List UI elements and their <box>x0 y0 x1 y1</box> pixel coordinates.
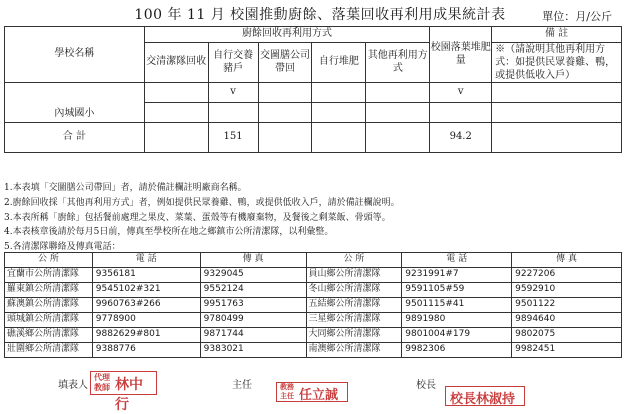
office-name: 冬山鄉公所清潔隊 <box>306 283 402 298</box>
fax-number: 9871744 <box>200 328 306 343</box>
note-line: 5.各清潔隊聯絡及傳真電話： <box>4 242 121 253</box>
total-cell <box>312 123 366 153</box>
data-cell: v <box>208 83 258 103</box>
leaf-compost-header: 校園落葉堆肥量 <box>430 27 492 83</box>
unit-label: 單位：月/公斤 <box>542 10 612 23</box>
table-row <box>5 328 622 343</box>
director-stamp-name: 任立誠 <box>299 388 339 403</box>
method-header: 自行交養豬戶 <box>208 43 258 83</box>
table-row <box>5 343 622 358</box>
remark-note: ※（請說明其他再利用方式：如提供民眾養雞、鴨，或提供低收入戶） <box>492 43 622 83</box>
office-name: 五結鄉公所清潔隊 <box>306 298 402 313</box>
method-header: 交清潔隊回收 <box>144 43 208 83</box>
fax-number: 9894640 <box>512 313 622 328</box>
phone-number: 9388776 <box>92 343 200 358</box>
table-row <box>5 83 622 103</box>
contacts-header-row <box>5 253 622 268</box>
office-name: 羅東鎮公所清潔隊 <box>5 283 93 298</box>
data-cell <box>258 83 312 103</box>
total-leaf-cell: 94.2 <box>430 123 492 153</box>
fax-number: 9592910 <box>512 283 622 298</box>
fax-number: 9227206 <box>512 268 622 283</box>
table-row <box>5 283 622 298</box>
office-name: 頭城鎮公所清潔隊 <box>5 313 93 328</box>
office-name: 壯圍鄉公所清潔隊 <box>5 343 93 358</box>
principal-stamp <box>445 386 525 406</box>
office-name: 南澳鄉公所清潔隊 <box>306 343 402 358</box>
director-stamp <box>276 382 348 402</box>
contacts-header: 電 話 <box>92 253 200 268</box>
contacts-header: 電 話 <box>402 253 512 268</box>
contacts-header: 傳 真 <box>512 253 622 268</box>
total-label: 合 計 <box>5 123 145 153</box>
fax-number: 9383021 <box>200 343 306 358</box>
notes-section <box>4 181 624 255</box>
fax-number: 9780499 <box>200 313 306 328</box>
office-name: 蘇澳鎮公所清潔隊 <box>5 298 93 313</box>
phone-number: 9591105#59 <box>402 283 512 298</box>
phone-number: 9778900 <box>92 313 200 328</box>
table-row <box>5 313 622 328</box>
school-name-cell: 內城國小 <box>5 83 145 123</box>
leaf-cell: v <box>430 83 492 103</box>
filler-stamp-name: 林中行 <box>115 377 143 413</box>
phone-number: 9982306 <box>402 343 512 358</box>
fax-number: 9552124 <box>200 283 306 298</box>
fax-number: 9329045 <box>200 268 306 283</box>
contacts-header: 公 所 <box>306 253 402 268</box>
table-row <box>5 298 622 313</box>
school-name-header: 學校名稱 <box>5 27 145 83</box>
phone-number: 9882629#801 <box>92 328 200 343</box>
phone-number: 9960763#266 <box>92 298 200 313</box>
office-name: 礁溪鄉公所清潔隊 <box>5 328 93 343</box>
phone-number: 9501115#41 <box>402 298 512 313</box>
total-cell <box>144 123 208 153</box>
office-name: 員山鄉公所清潔隊 <box>306 268 402 283</box>
note-line: 2.廚餘回收採「其他再利用方式」者，例如提供民眾養雞、鴨，或提供低收入戶，請於備註欄說明。 <box>4 197 400 208</box>
total-cell <box>258 123 312 153</box>
contacts-header: 公 所 <box>5 253 93 268</box>
principal-stamp-name: 校長林淑持 <box>450 392 516 407</box>
data-cell <box>366 83 430 103</box>
fax-number: 9951763 <box>200 298 306 313</box>
fax-number: 9501122 <box>512 298 622 313</box>
method-header: 自行堆肥 <box>312 43 366 83</box>
table-row <box>5 268 622 283</box>
data-cell <box>312 83 366 103</box>
method-header: 其他再利用方式 <box>366 43 430 83</box>
method-header: 交圖膳公司帶回 <box>258 43 312 83</box>
director-stamp-title: 教務主任 <box>280 383 294 400</box>
director-label: 主任 <box>232 380 252 391</box>
contacts-body <box>5 268 622 358</box>
method-group-header: 廚餘回收再利用方式 <box>144 27 430 43</box>
office-name: 大同鄉公所清潔隊 <box>306 328 402 343</box>
remark-cell <box>492 83 622 103</box>
statistics-table <box>4 26 622 153</box>
phone-number: 9356181 <box>92 268 200 283</box>
office-name: 三星鄉公所清潔隊 <box>306 313 402 328</box>
phone-number: 9891980 <box>402 313 512 328</box>
total-cell: 151 <box>208 123 258 153</box>
total-remark-cell <box>492 123 622 153</box>
note-line: 3.本表所稱「廚餘」包括餐前處理之果皮、菜葉、蛋殼等有機廢棄物，及餐後之剩菜飯、骨頭等。 <box>4 212 391 223</box>
filler-label: 填表人 <box>58 380 88 391</box>
data-cell <box>144 83 208 103</box>
note-line: 4.本表核章後請於每月5日前，傳真至學校所在地之鄉鎮市公所清潔隊，以利彙整。 <box>4 227 334 238</box>
fax-number: 9982451 <box>512 343 622 358</box>
note-line: 1.本表填「交圖膳公司帶回」者，請於備註欄註明廠商名稱。 <box>4 183 247 193</box>
remark-header: 備 註 <box>492 27 622 43</box>
phone-number: 9231991#7 <box>402 268 512 283</box>
contacts-header: 傳 真 <box>200 253 306 268</box>
phone-number: 9801004#179 <box>402 328 512 343</box>
phone-number: 9545102#321 <box>92 283 200 298</box>
office-name: 宜蘭市公所清潔隊 <box>5 268 93 283</box>
principal-label: 校長 <box>416 380 436 391</box>
total-row <box>5 123 622 153</box>
contacts-table <box>4 252 622 358</box>
fax-number: 9802075 <box>512 328 622 343</box>
filler-stamp <box>90 371 157 413</box>
total-cell <box>366 123 430 153</box>
filler-stamp-title: 代理教師 <box>94 373 110 392</box>
page-title: 100 年 11 月 校園推動廚餘、落葉回收再利用成果統計表 <box>134 7 506 23</box>
